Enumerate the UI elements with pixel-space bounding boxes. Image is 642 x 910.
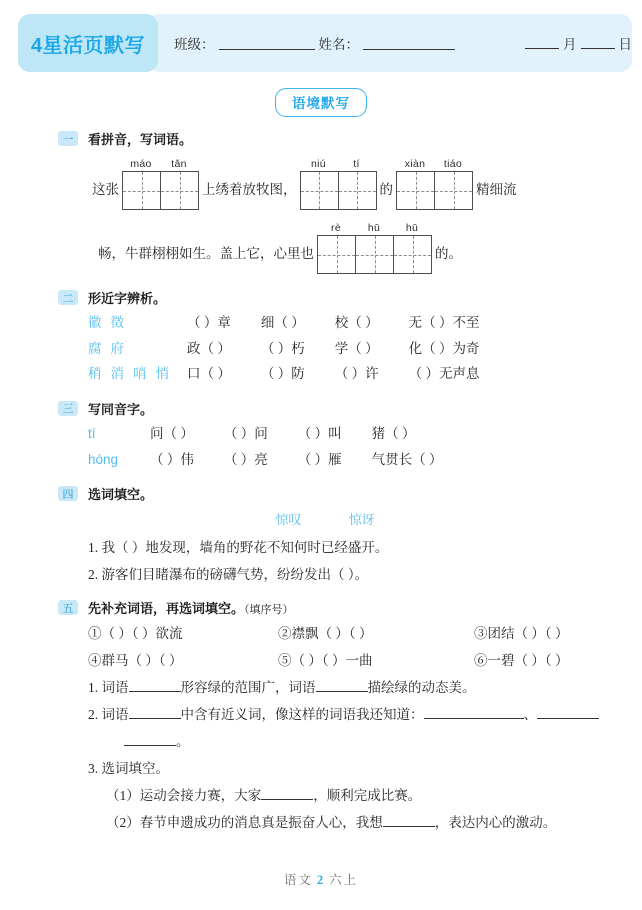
q2-part-a: 2. 词语 [88,707,129,723]
date-group [521,33,632,53]
phrase-blank-item[interactable]: ④群马（ ）（ ） [88,653,183,669]
q3-2-blank[interactable] [383,813,435,827]
footer-page-number: 2 [316,873,326,887]
student-info-fields [148,14,632,72]
pinyin-syllable: tí [353,158,360,170]
day-input-line[interactable] [581,35,615,49]
blank-item[interactable]: （ ）许 [334,366,379,382]
exercise-list [0,129,642,836]
exercise-5-question-3-title: 3. 选词填空。 [88,761,169,777]
q3-1-part-a: （1）运动会接力赛，大家 [106,788,262,804]
q2-blank-4[interactable] [124,732,176,746]
page-footer [0,870,642,888]
tianzige-grid[interactable] [317,235,432,274]
exercise-2 [58,288,602,387]
month-input-line[interactable] [525,35,559,49]
exercise-1-row-2 [58,222,602,274]
footer-grade: 六上 [329,873,359,887]
exercise-5-head [58,598,602,617]
q2-blank-2[interactable] [424,705,524,719]
page-header [18,14,632,72]
phrase-blank-item[interactable]: ⑤（ ）（ ）一曲 [278,653,373,669]
month-label: 月 [563,37,577,52]
blank-item[interactable]: 政（ ） [187,340,231,356]
exercise-1-head [58,129,602,148]
blank-item[interactable]: （ ）问 [223,425,268,441]
exercise-5-title-main: 先补充词语，再选词填空。 [88,601,245,617]
hanzi: 徵 [110,315,124,330]
pinyin-box-group-rehuhu [317,222,432,274]
exercise-4-title: 选词填空。 [88,487,154,503]
pinyin-syllable: tǎn [171,158,187,170]
q1-blank-1[interactable] [129,678,181,692]
q3-1-part-b: ，顺利完成比赛。 [313,788,422,804]
table-row [88,336,480,362]
exercise-5 [58,598,602,836]
char-pair-3 [88,361,187,387]
homophone-table [88,421,443,472]
pinyin-syllable: hū [405,222,419,234]
similar-characters-table [88,310,480,387]
phrase-blank-row-1 [88,620,602,647]
exercise-4-question-1[interactable]: 1. 我（ ）地发现，墙角的野花不知何时已经盛开。 [88,540,389,556]
title-badge [18,14,158,72]
pinyin-syllable: máo [130,158,152,170]
tianzige-cell[interactable] [161,172,198,209]
exercise-5-question-2-cont [88,728,602,755]
tianzige-cell[interactable] [301,172,339,209]
phrase-blank-item[interactable]: ⑥一碧（ ）（ ） [474,653,569,669]
class-label: 班级： [174,37,215,52]
hanzi: 稍 [88,366,102,382]
q1-r1-mid-1: 上绣着放牧图， [202,181,297,197]
char-pair-2 [88,336,187,362]
exercise-3-title: 写同音字。 [88,401,154,417]
blank-item[interactable]: （ ）雁 [297,451,342,467]
q2-part-b: 中含有近义词，像这样的词语我还知道： [180,707,424,723]
exercise-2-number: 二 [58,290,78,305]
tianzige-grid[interactable] [396,171,473,210]
tianzige-cell[interactable] [397,172,435,209]
blank-item[interactable]: 气贯长（ ） [371,451,443,467]
exercise-1-title: 看拼音，写词语。 [88,132,193,147]
q2-blank-1[interactable] [129,705,181,719]
pinyin-xiantiao [396,158,473,170]
pinyin-syllable: tiáo [443,158,463,170]
blank-item[interactable]: 无（ ）不至 [408,315,480,330]
blank-item[interactable]: （ ）叫 [297,425,342,441]
tianzige-grid[interactable] [300,171,377,210]
section-pill: 语境默写 [275,88,367,117]
q3-2-part-b: ，表达内心的激动。 [434,815,557,831]
q1-part-b: 形容绿的范围广，词语 [180,680,316,696]
blank-item[interactable]: 化（ ）为奇 [408,340,480,356]
tianzige-grid[interactable] [122,171,199,210]
q1-r2-lead: 畅，牛群栩栩如生。盖上它，心里也 [98,245,314,261]
blank-item[interactable]: 细（ ） [260,315,305,330]
pinyin-label-hong: hóng [88,451,119,467]
blank-item[interactable]: （ ）防 [260,366,305,382]
pinyin-rehuhu [317,222,432,234]
exercise-5-question-2 [88,701,602,728]
q1-blank-2[interactable] [316,678,368,692]
word-bank-option[interactable]: 惊讶 [348,512,375,528]
footer-subject: 语文 [283,873,313,887]
blank-item[interactable]: 猪（ ） [371,425,416,441]
exercise-3-head [58,399,602,418]
pinyin-syllable: niú [311,158,326,170]
tianzige-cell[interactable] [356,236,394,273]
blank-item[interactable]: 学（ ） [334,340,379,356]
exercise-3-body [58,421,602,472]
blank-item[interactable]: 问（ ） [150,425,194,441]
exercise-5-number: 五 [58,600,78,615]
hanzi: 悄 [155,366,169,382]
exercise-5-body [58,620,602,836]
tianzige-cell[interactable] [394,236,431,273]
exercise-5-title-note: （填序号） [244,604,294,617]
exercise-1 [58,129,602,274]
char-pair-1 [88,310,187,336]
name-input-line[interactable] [363,36,455,50]
q2-separator: 、 [523,707,537,723]
tianzige-cell[interactable] [318,236,356,273]
blank-item[interactable]: （ ）章 [187,315,231,330]
pinyin-box-group-maotan [122,158,199,210]
hanzi: 哨 [133,366,147,382]
hanzi: 府 [110,340,124,356]
exercise-3-number: 三 [58,401,78,416]
blank-item[interactable]: （ ）亮 [223,451,268,467]
phrase-blank-row-2 [88,647,602,674]
pinyin-niuti [300,158,377,170]
table-row [88,310,480,336]
blank-item[interactable]: 口（ ） [187,366,231,382]
exercise-5-question-1 [88,674,602,701]
pinyin-syllable: rè [331,222,341,234]
hanzi: 消 [110,366,124,382]
table-row [88,421,443,447]
q2-blank-3[interactable] [537,705,599,719]
q1-part-c: 描绘绿的动态美。 [367,680,476,696]
pinyin-label-ti: tí [88,425,96,441]
exercise-4 [58,484,602,588]
exercise-5-title [88,598,294,617]
class-input-line[interactable] [219,36,315,50]
exercise-4-number: 四 [58,486,78,501]
tianzige-cell[interactable] [339,172,376,209]
q3-2-part-a: （2）春节申遗成功的消息真是振奋人心，我想 [106,815,383,831]
exercise-1-row-1 [58,158,602,210]
q1-r2-tail: 的。 [435,245,462,261]
hanzi: 腐 [88,340,102,356]
word-bank [88,507,602,532]
q1-r1-lead: 这张 [92,181,119,197]
blank-item[interactable]: （ ）伟 [150,451,194,467]
q1-r1-tail: 精细流 [476,181,517,197]
exercise-3 [58,399,602,472]
pinyin-syllable: hū [367,222,381,234]
exercise-4-head [58,484,602,503]
q3-1-blank[interactable] [261,786,313,800]
blank-item[interactable]: （ ）无声息 [408,366,480,382]
pinyin-box-group-niuti [300,158,377,210]
hanzi: 徽 [88,315,102,330]
exercise-1-number: 一 [58,131,78,146]
pinyin-box-group-xiantiao [396,158,473,210]
table-row [88,361,480,387]
blank-item[interactable]: （ ）朽 [260,340,305,356]
section-pill-wrap [0,88,642,117]
q1-r1-mid-2: 的 [379,181,393,197]
pinyin-maotan [122,158,199,170]
exercise-4-body [58,507,602,588]
exercise-4-question-2[interactable]: 2. 游客们目睹瀑布的磅礴气势，纷纷发出（ ）。 [88,567,369,583]
exercise-2-title: 形近字辨析。 [88,291,167,306]
exercise-2-body [58,310,602,387]
tianzige-cell[interactable] [435,172,472,209]
phrase-blank-item[interactable]: ①（ ）（ ）欲流 [88,626,183,642]
exercise-5-question-3-1 [88,782,602,809]
q1-part-a: 1. 词语 [88,680,129,696]
exercise-2-head [58,288,602,307]
phrase-blank-item[interactable]: ②襟飘（ ）（ ） [278,626,373,642]
title-badge-label: 4星活页默写 [30,34,146,57]
day-label: 日 [618,37,632,52]
tianzige-cell[interactable] [123,172,161,209]
exercise-5-question-3-2 [88,809,602,836]
table-row [88,447,443,473]
word-bank-option[interactable]: 惊叹 [275,512,302,528]
blank-item[interactable]: 校（ ） [334,315,379,330]
phrase-blank-item[interactable]: ③团结（ ）（ ） [474,626,569,642]
q2-end: 。 [176,734,190,750]
pinyin-syllable: xiàn [404,158,426,170]
name-label: 姓名： [318,37,359,52]
